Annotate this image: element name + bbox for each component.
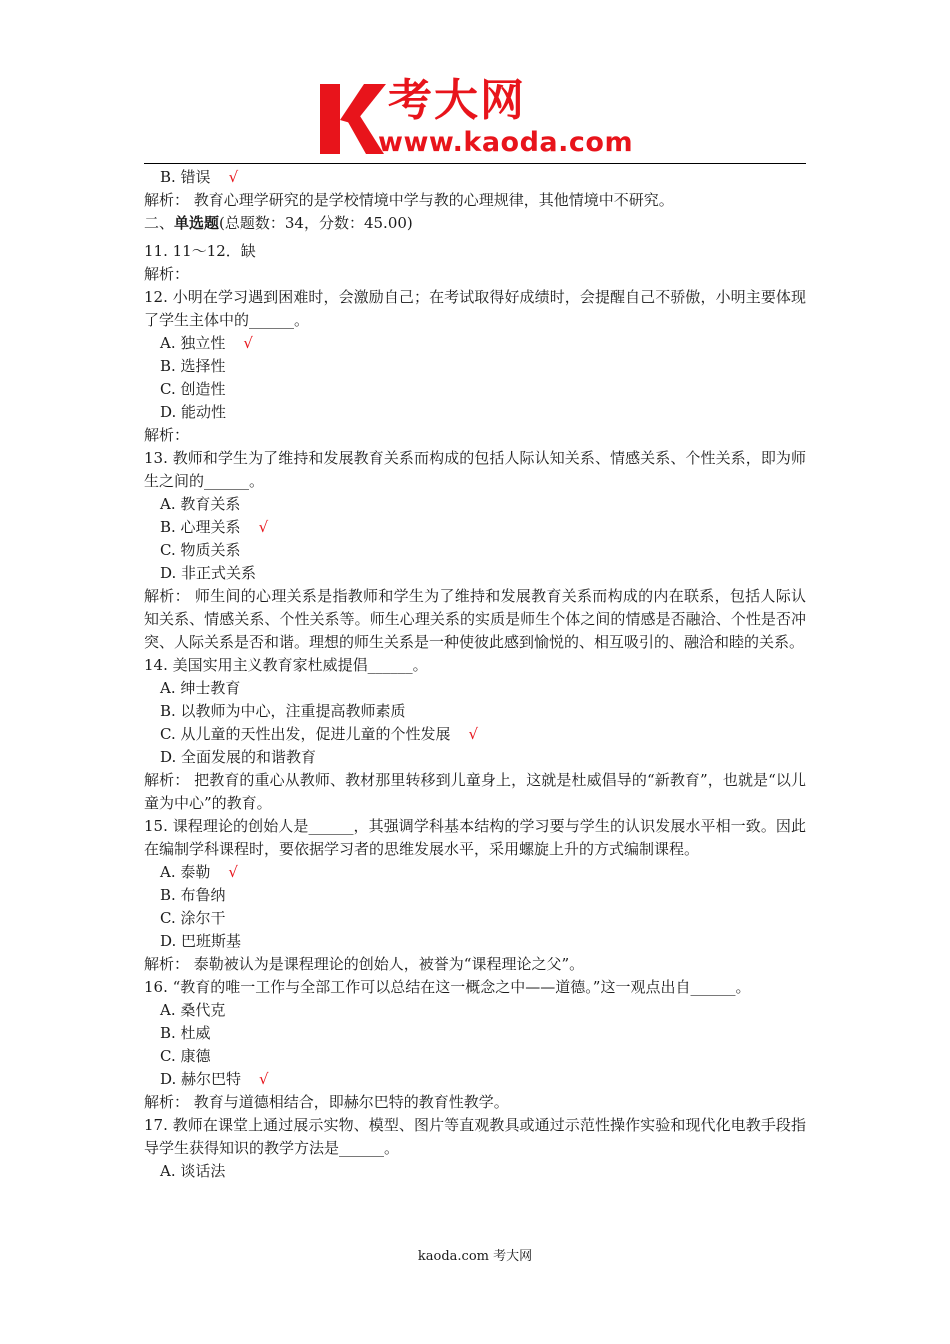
question-stem: 13. 教师和学生为了维持和发展教育关系而构成的包括人际认知关系、情感关系、个性关系，即为师生之间的______。 <box>144 449 806 490</box>
check-mark-icon: √ <box>228 168 239 186</box>
check-mark-icon: √ <box>228 863 238 881</box>
option-d: D. 赫尔巴特 √ <box>160 1070 269 1088</box>
check-mark-icon: √ <box>468 725 479 743</box>
option-b: B. 以教师为中心，注重提高教师素质 <box>160 702 406 720</box>
check-mark-icon: √ <box>243 334 253 352</box>
question-analysis: 解析： 教育与道德相结合，即赫尔巴特的教育性教学。 <box>144 1093 509 1111</box>
page-footer: kaoda.com 考大网 <box>417 1249 533 1264</box>
question-stem: 11. 11～12．缺 <box>144 242 256 260</box>
option-b: B. 心理关系 √ <box>160 518 269 536</box>
option-b: B. 杜威 <box>160 1024 211 1042</box>
option-d: D. 能动性 <box>160 403 227 421</box>
check-mark-icon: √ <box>259 1070 269 1088</box>
option-a: A. 绅士教育 <box>160 679 241 697</box>
option-a: A. 谈话法 <box>160 1162 226 1180</box>
prev-option-b: B. 错误 √ <box>160 168 239 186</box>
logo-url-text: www.kaoda.com <box>378 127 634 158</box>
question-analysis: 解析： 师生间的心理关系是指教师和学生为了维持和发展教育关系而构成的内在联系，包括人际认知关系、情感关系、个性关系等。师生心理关系的实质是师生个体之间的情感是否融洽、个性是否冲突、人际关系是否和谐。理想的师生关系是一种使彼此感到愉悦的、相互吸引的、融洽和睦的关系。 <box>144 587 806 651</box>
logo-brand-text: 考大网 <box>388 75 526 126</box>
document-body <box>144 166 806 1183</box>
option-d: D. 巴班斯基 <box>160 932 242 950</box>
option-a: A. 独立性 √ <box>160 334 253 352</box>
option-a: A. 泰勒 √ <box>160 863 238 881</box>
section-heading: 二、单选题(总题数：34，分数：45.00) <box>144 214 413 232</box>
kaoda-logo <box>318 76 648 162</box>
question-analysis: 解析： 泰勒被认为是课程理论的创始人，被誉为“课程理论之父”。 <box>144 955 585 973</box>
question-stem: 17. 教师在课堂上通过展示实物、模型、图片等直观教具或通过示范性操作实验和现代化电教手段指导学生获得知识的教学方法是______。 <box>144 1116 806 1157</box>
option-c: C. 创造性 <box>160 380 226 398</box>
option-c: C. 从儿童的天性出发，促进儿童的个性发展 √ <box>160 725 479 743</box>
option-b: B. 布鲁纳 <box>160 886 226 904</box>
option-d: D. 全面发展的和谐教育 <box>160 748 317 766</box>
question-stem: 12. 小明在学习遇到困难时，会激励自己；在考试取得好成绩时，会提醒自己不骄傲，小明主要体现了学生主体中的______。 <box>144 288 806 329</box>
question-analysis: 解析： <box>144 265 190 283</box>
option-b: B. 选择性 <box>160 357 226 375</box>
option-a: A. 教育关系 <box>160 495 241 513</box>
option-c: C. 物质关系 <box>160 541 241 559</box>
option-d: D. 非正式关系 <box>160 564 257 582</box>
option-c: C. 涂尔干 <box>160 909 226 927</box>
question-analysis: 解析： <box>144 426 190 444</box>
question-stem: 15. 课程理论的创始人是______，其强调学科基本结构的学习要与学生的认识发展水平相一致。因此在编制学科课程时，要依据学习者的思维发展水平，采用螺旋上升的方式编制课程。 <box>144 817 806 858</box>
question-stem: 14. 美国实用主义教育家杜威提倡______。 <box>144 656 428 674</box>
header-rule <box>144 163 806 164</box>
question-stem: 16. “教育的唯一工作与全部工作可以总结在这一概念之中——道德。”这一观点出自______。 <box>144 978 751 996</box>
prev-analysis: 解析： 教育心理学研究的是学校情境中学与教的心理规律，其他情境中不研究。 <box>144 191 674 209</box>
option-a: A. 桑代克 <box>160 1001 226 1019</box>
question-analysis: 解析： 把教育的重心从教师、教材那里转移到儿童身上，这就是杜威倡导的“新教育”，也就是“以儿童为中心”的教育。 <box>144 771 806 812</box>
option-c: C. 康德 <box>160 1047 211 1065</box>
check-mark-icon: √ <box>258 518 269 536</box>
